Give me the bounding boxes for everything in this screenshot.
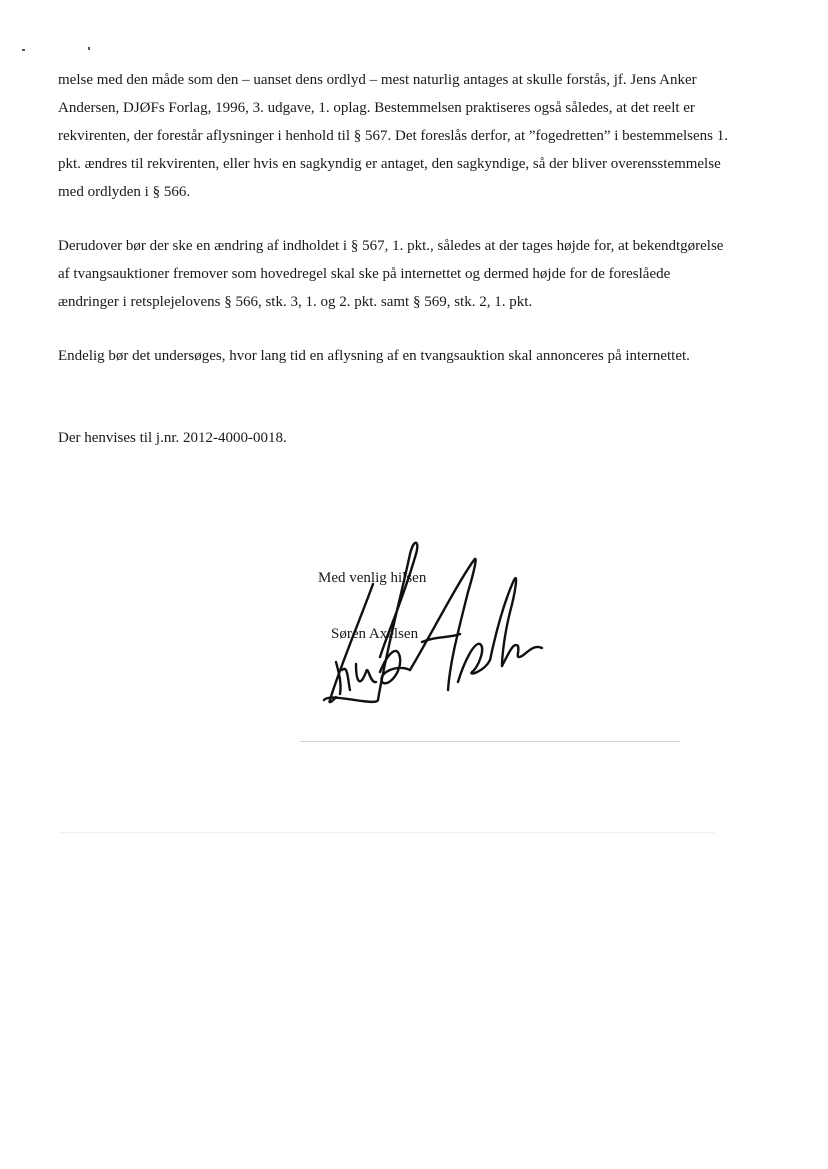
scan-artifact-line <box>60 832 715 833</box>
body-paragraph-2: Derudover bør der ske en ændring af indholdet i § 567, 1. pkt., således at der tages højde for, at bekendtgørelse af tvangsauktioner fremover som hovedregel skal ske på internettet og dermed højde for de foreslåede ændringer i retsplejelovens § 566, stk. 3, 1. og 2. pkt. samt § 569, stk. 2, 1. pkt. <box>58 238 724 310</box>
scan-artifact-line <box>300 741 680 742</box>
body-paragraph-4: Der henvises til j.nr. 2012-4000-0018. <box>58 430 287 446</box>
closing-greeting: Med venlig hilsen <box>318 570 427 586</box>
scan-artifact <box>22 49 25 51</box>
body-paragraph-3: Endelig bør det undersøges, hvor lang tid en aflysning af en tvangsauktion skal annonceres på internettet. <box>58 348 690 364</box>
handwritten-signature <box>318 532 558 707</box>
body-paragraph-1: melse med den måde som den – uanset dens ordlyd – mest naturlig antages at skulle forstås, jf. Jens Anker Andersen, DJØFs Forlag, 1996, 3. udgave, 1. oplag. Bestemmelsen praktiseres også således, at det reelt er rekvirenten, der forestår aflysninger i henhold til § 567. Det foreslås derfor, at ”fogedretten” i bestemmelsens 1. pkt. ændres til rekvirenten, eller hvis en sagkyndig er antaget, den sagkyndige, så der bliver overensstemmelse med ordlyden i § 566. <box>58 72 728 200</box>
signatory-name: Søren Axelsen <box>331 626 419 642</box>
scan-artifact <box>88 47 90 50</box>
